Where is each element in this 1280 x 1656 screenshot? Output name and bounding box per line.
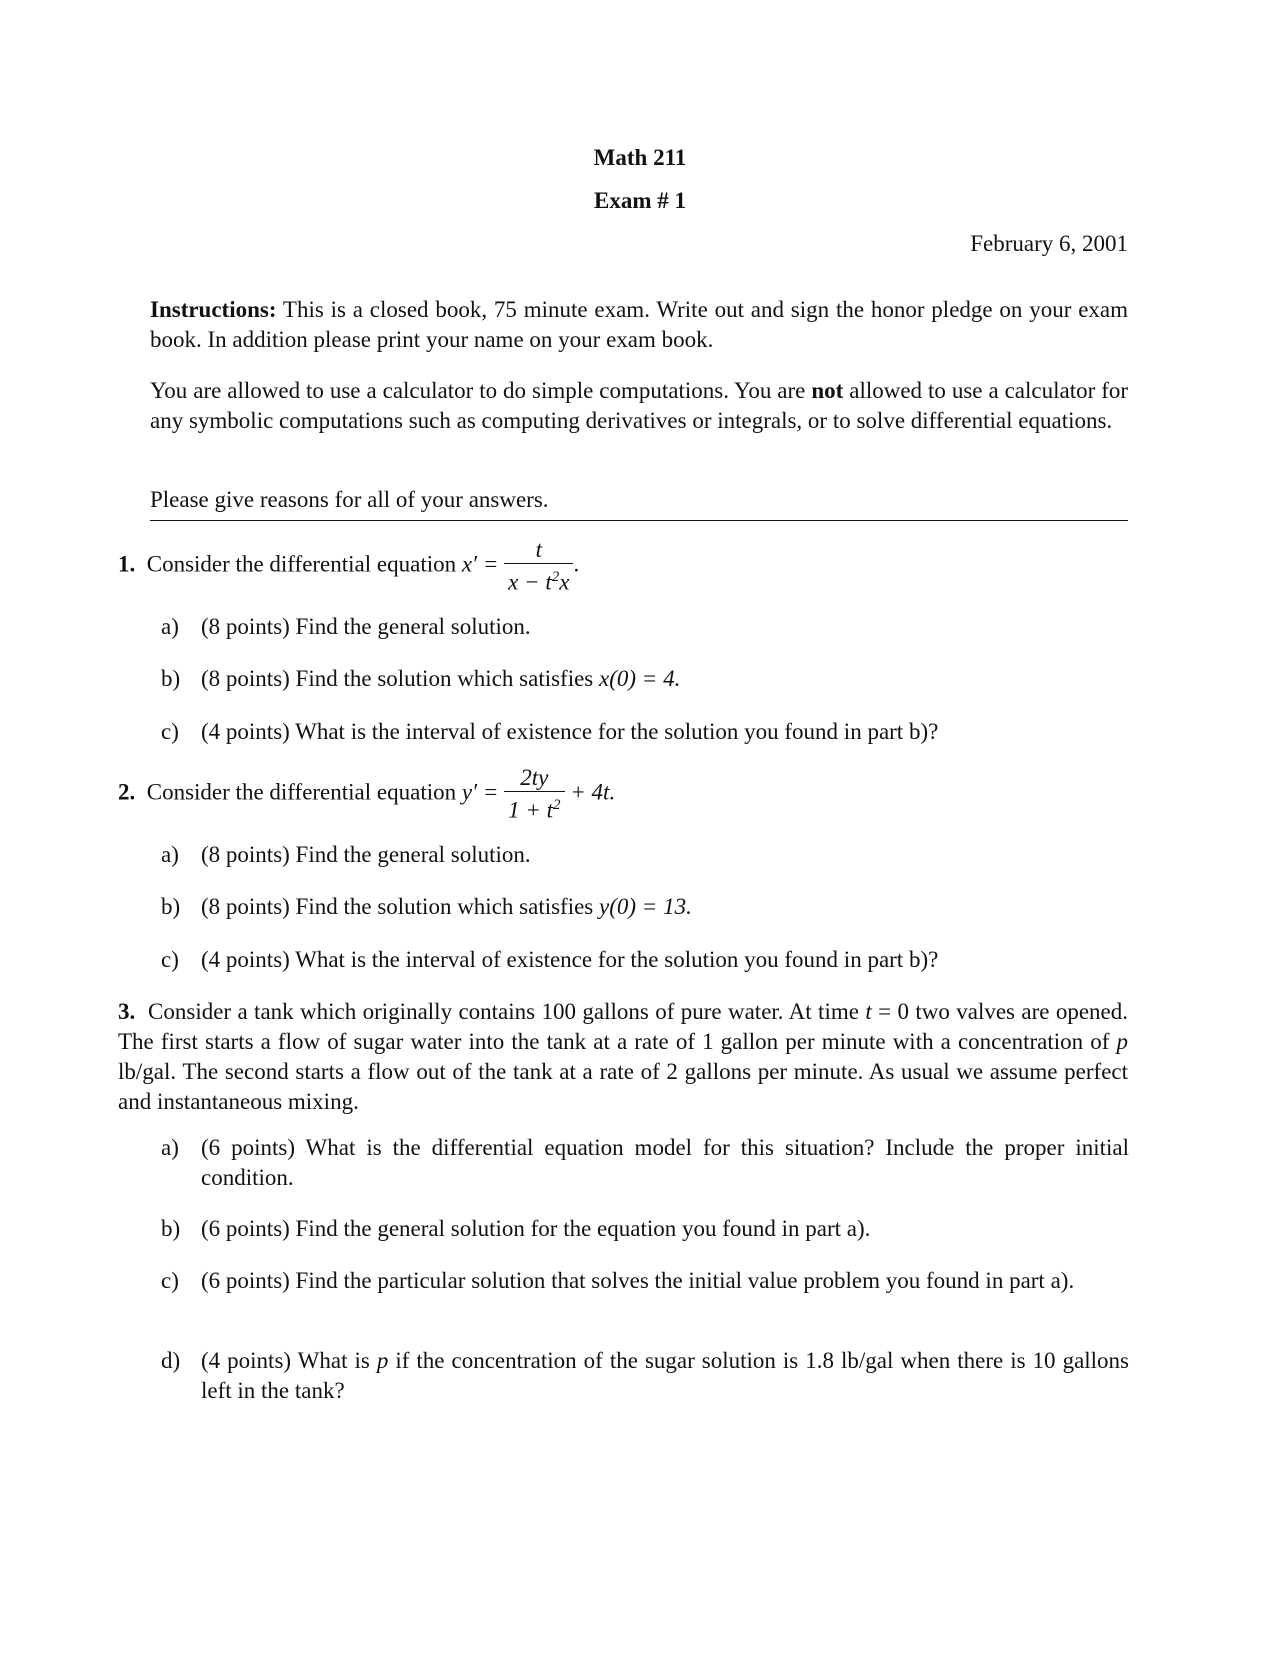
reasons-paragraph: Please give reasons for all of your answers. xyxy=(150,487,549,512)
problem-1-lhs: x′ = xyxy=(461,551,499,577)
problem-3: 3. Consider a tank which originally contains 100 gallons of pure water. At time t = 0 two valves are opened. The first starts a flow of sugar water into the tank at a rate of 1 gallon per minute with a concentration of p lb/gal. The second starts a flow out of the tank at a rate of 2 gallons per minute. As usual we assume perfect and instantaneous mixing. xyxy=(118,999,1129,1114)
problem-1-denominator: $x - t^2x$ xyxy=(504,563,573,596)
problem-2 xyxy=(118,765,615,824)
problem-1-period: . xyxy=(573,551,580,577)
problem-3-part-d: d) (4 points) What is p if the concentration of the sugar solution is 1.8 lb/gal when there is 10 gallons left in the tank? xyxy=(161,1348,1130,1403)
problem-3-part-a: a) (6 points) What is the differential equation model for this situation? Include the proper initial condition. xyxy=(161,1135,1129,1190)
problem-2-lhs: y′ = xyxy=(461,779,499,805)
calculator-text-bold: not xyxy=(811,378,844,403)
problem-3-number: 3. xyxy=(118,999,136,1024)
problem-3-part-b: b) (6 points) Find the general solution for the equation you found in part a). xyxy=(161,1216,871,1241)
problem-1-part-b: b) (8 points) Find the solution which satisfies x(0) = 4. xyxy=(161,666,681,691)
exam-date: February 6, 2001 xyxy=(970,231,1128,256)
instructions-text: This is a closed book, 75 minute exam. Write out and sign the honor pledge on your exam book. In addition please print your name on your exam book. xyxy=(150,297,1129,352)
problem-2-part-b: b) (8 points) Find the solution which satisfies y(0) = 13. xyxy=(161,894,692,919)
calculator-paragraph xyxy=(150,376,1128,436)
problem-1-number: 1. xyxy=(118,551,136,577)
divider-rule xyxy=(150,520,1128,521)
problem-1-part-c: c) (4 points) What is the interval of existence for the solution you found in part b)? xyxy=(161,719,939,744)
problem-2-number: 2. xyxy=(118,779,136,805)
problem-2-part-c: c) (4 points) What is the interval of existence for the solution you found in part b)? xyxy=(161,947,939,972)
instructions-paragraph xyxy=(150,295,1128,355)
problem-2-tail: + 4t. xyxy=(570,779,616,805)
exam-title: Exam # 1 xyxy=(594,188,686,213)
problem-2-part-a: a) (8 points) Find the general solution. xyxy=(161,842,531,867)
problem-1-part-a: a) (8 points) Find the general solution. xyxy=(161,614,531,639)
problem-1-fraction xyxy=(504,537,573,596)
problem-1 xyxy=(118,537,579,596)
problem-1-intro: Consider the differential equation xyxy=(146,551,457,577)
problem-2-numerator: 2ty xyxy=(520,765,549,790)
course-title: Math 211 xyxy=(593,145,687,170)
problem-2-denominator: $1 + t^2$ xyxy=(504,791,564,824)
calculator-text-post: allowed to use a calculator for any symbolic computations such as computing derivatives or integrals, or to solve differential equations. xyxy=(150,378,1129,433)
problem-1-numerator: t xyxy=(535,537,542,562)
problem-2-fraction xyxy=(504,765,564,824)
problem-3-part-c: c) (6 points) Find the particular solution that solves the initial value problem you found in part a). xyxy=(161,1268,1075,1293)
problem-2-intro: Consider the differential equation xyxy=(146,779,457,805)
calculator-text-pre: You are allowed to use a calculator to do simple computations. You are xyxy=(150,378,806,403)
instructions-label: Instructions: xyxy=(150,297,277,322)
